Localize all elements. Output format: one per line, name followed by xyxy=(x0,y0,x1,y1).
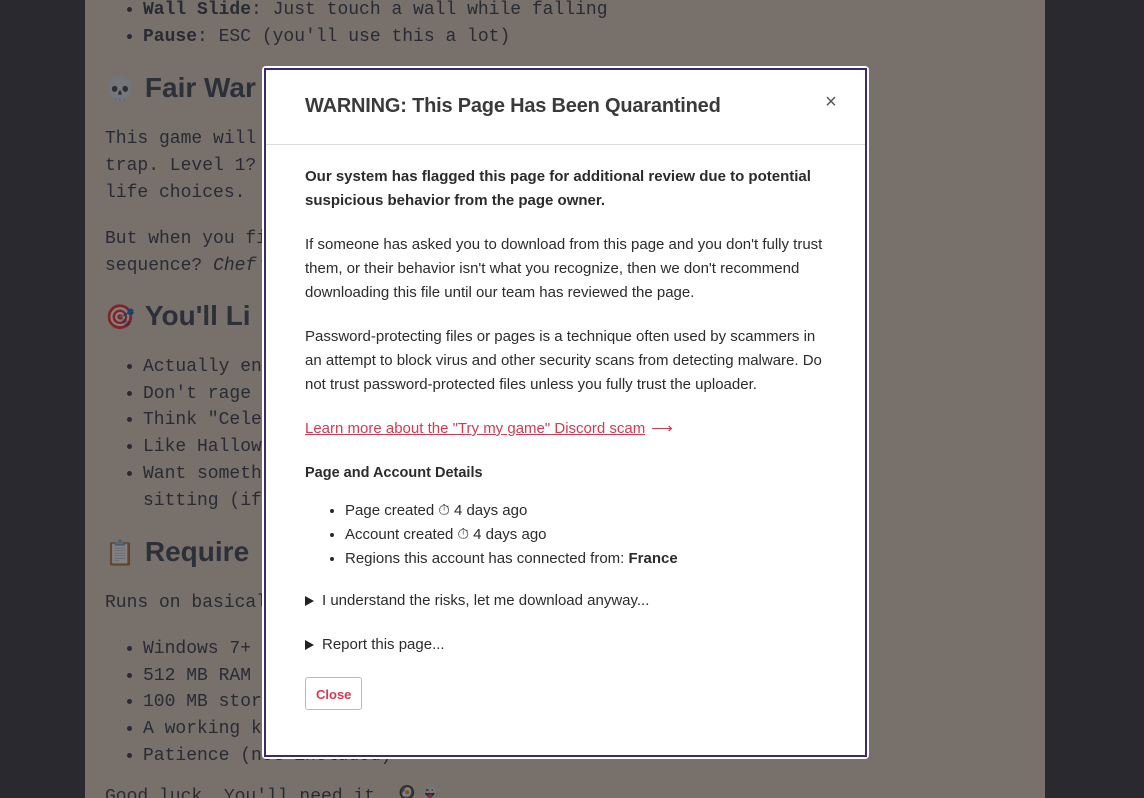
download-anyway-disclosure[interactable]: I understand the risks, let me download anyway... xyxy=(305,589,825,613)
warning-lead: Our system has flagged this page for additional review due to potential suspicious behavior from the page owner. xyxy=(305,168,811,209)
details-heading: Page and Account Details xyxy=(305,465,483,481)
triangle-right-icon xyxy=(305,640,314,650)
stopwatch-icon: ⏱ xyxy=(438,502,450,519)
report-page-disclosure[interactable]: Report this page... xyxy=(305,633,825,657)
arrow-right-icon: ⟶ xyxy=(651,420,673,437)
stopwatch-icon: ⏱ xyxy=(457,526,470,543)
dialog-body xyxy=(305,165,825,710)
quarantine-dialog xyxy=(262,66,869,759)
close-icon[interactable]: × xyxy=(825,91,837,113)
region-value: France xyxy=(628,550,678,567)
triangle-right-icon xyxy=(305,596,314,606)
learn-more-link[interactable]: Learn more about the "Try my game" Discord scam xyxy=(305,420,646,437)
list-item: • Regions this account has connected from: France xyxy=(345,547,825,571)
password-warning-text: Password-protecting files or pages is a technique often used by scammers in an attempt to block virus and other security scans from detecting malware. Do not trust password-protected files unless you fully trust the uploader. xyxy=(305,328,822,393)
warning-text: If someone has asked you to download from this page and you don't fully trust them, or their behavior isn't what you recognize, then we don't recommend downloading this file until our team has reviewed the page. xyxy=(305,236,823,301)
close-button[interactable]: Close xyxy=(305,677,362,710)
list-item: • Page created ⏱ 4 days ago xyxy=(345,499,825,523)
dialog-panel xyxy=(264,68,867,757)
dialog-header xyxy=(266,70,865,145)
list-item: • Account created ⏱ 4 days ago xyxy=(345,523,825,547)
dialog-title: WARNING: This Page Has Been Quarantined xyxy=(305,95,721,117)
details-list xyxy=(305,499,825,571)
learn-more-row xyxy=(305,417,825,441)
